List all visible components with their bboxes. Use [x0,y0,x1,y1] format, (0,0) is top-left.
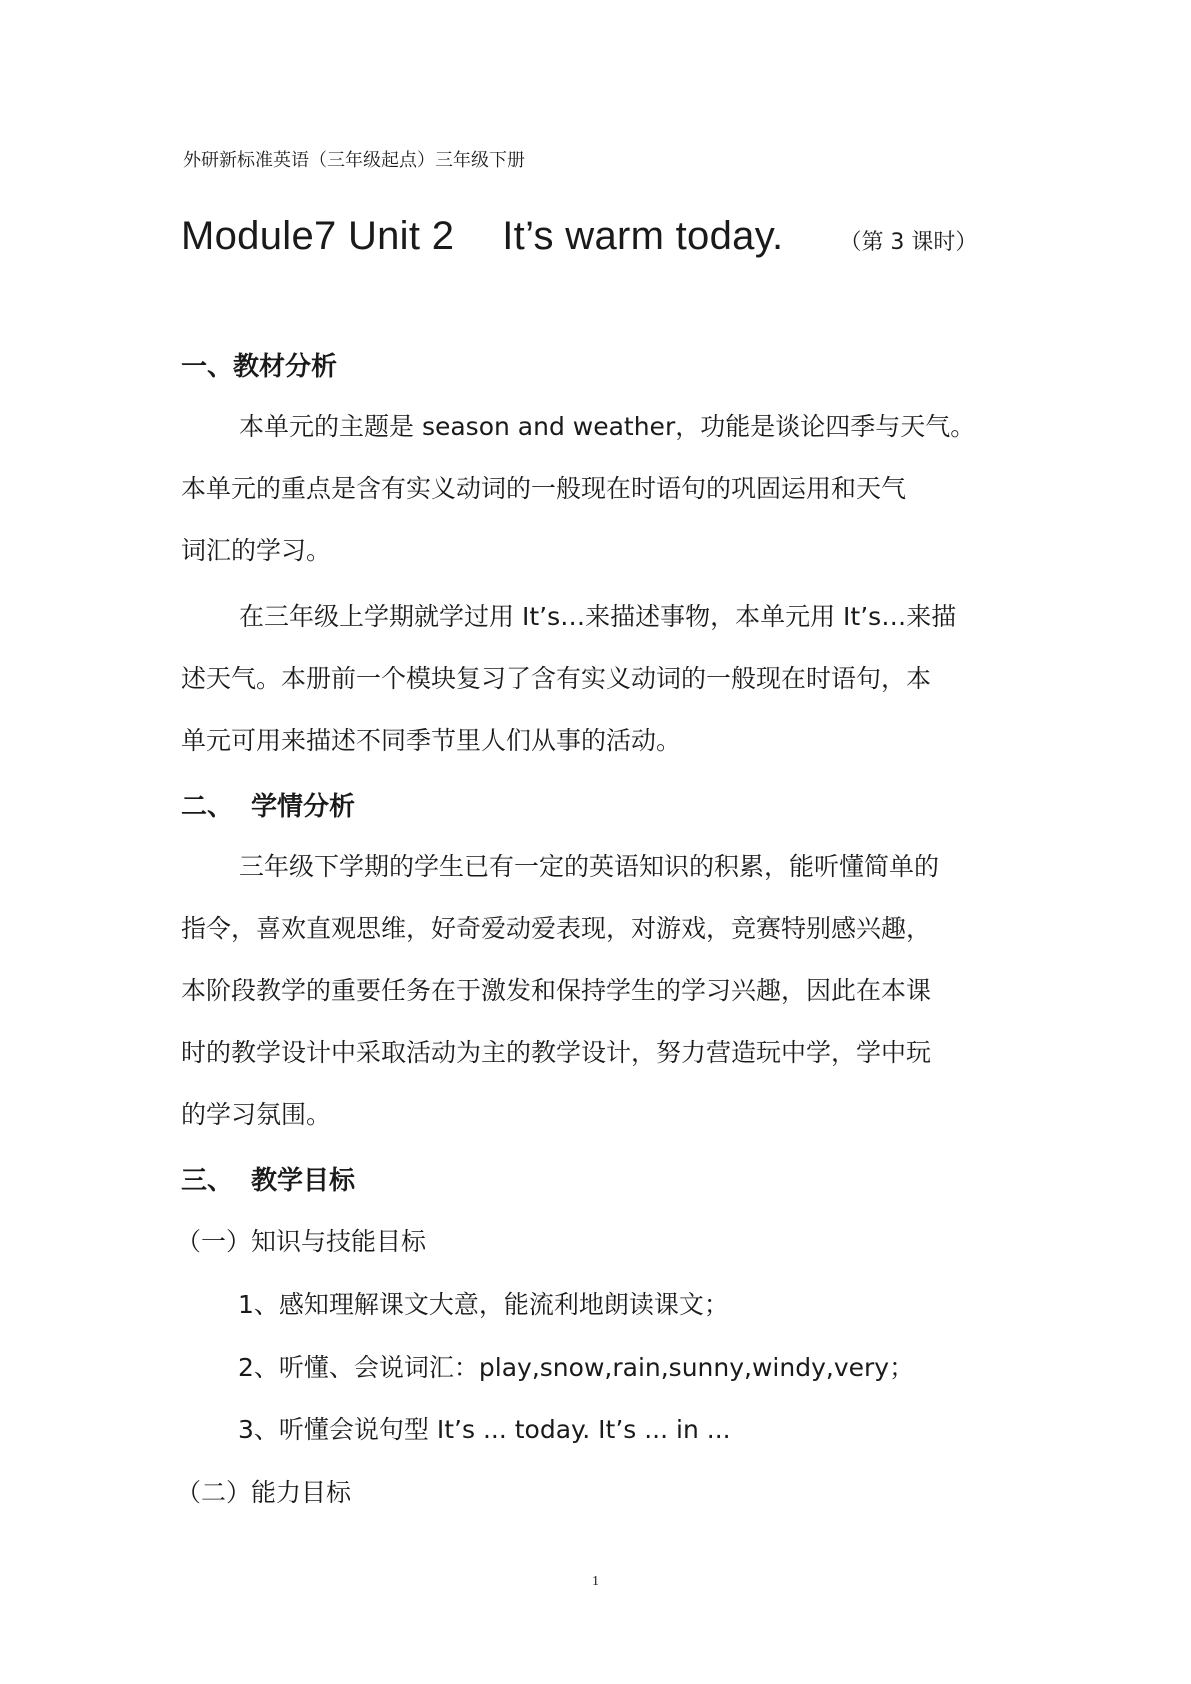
paragraph-materials-1 [181,396,1021,582]
paragraph-line: 时的教学设计中采取活动为主的教学设计，努力营造玩中学，学中玩 [181,1038,932,1067]
objective-item-3: 3、听懂会说句型 It’s ... today. It’s ... in ... [238,1415,731,1444]
section-title: 教学目标 [251,1166,356,1196]
paragraph-line: 指令，喜欢直观思维，好奇爱动爱表现，对游戏，竞赛特别感兴趣， [181,914,932,943]
paragraph-line: 述天气。本册前一个模块复习了含有实义动词的一般现在时语句，本 [181,664,932,693]
document-title [181,214,977,259]
section-heading-materials: 一、教材分析 [181,352,338,382]
paragraph-line: 在三年级上学期就学过用 It’s…来描述事物，本单元用 It’s…来描 [239,602,957,631]
section-heading-objectives [181,1160,355,1197]
document-subtitle: 外研新标准英语（三年级起点）三年级下册 [183,150,525,171]
paragraph-line: 本单元的重点是含有实义动词的一般现在时语句的巩固运用和天气 [181,474,907,503]
paragraph-line: 三年级下学期的学生已有一定的英语知识的积累，能听懂简单的 [239,852,940,881]
section-number: 二、 [181,792,234,822]
paragraph-students [181,836,1021,1146]
paragraph-line: 本单元的主题是 season and weather，功能是谈论四季与天气。 [239,412,976,441]
section-number: 三、 [181,1166,234,1196]
paragraph-materials-2 [181,586,1021,772]
paragraph-line: 本阶段教学的重要任务在于激发和保持学生的学习兴趣，因此在本课 [181,976,932,1005]
subheading-knowledge-skills: （一）知识与技能目标 [176,1227,427,1256]
section-title: 学情分析 [251,792,356,822]
paragraph-line: 的学习氛围。 [181,1100,332,1129]
paragraph-line: 词汇的学习。 [181,536,332,565]
title-lesson-name: It’s warm today. [502,214,784,258]
objective-item-2: 2、听懂、会说词汇：play,snow,rain,sunny,windy,very； [238,1353,915,1382]
subheading-ability: （二）能力目标 [176,1478,352,1507]
section-heading-students [181,786,355,823]
page-number: 1 [592,1574,599,1589]
title-module: Module7 Unit 2 [181,214,455,258]
title-lesson-number: （第 3 课时） [839,230,978,255]
paragraph-line: 单元可用来描述不同季节里人们从事的活动。 [181,726,682,755]
objective-item-1: 1、感知理解课文大意，能流利地朗读课文； [238,1290,729,1319]
